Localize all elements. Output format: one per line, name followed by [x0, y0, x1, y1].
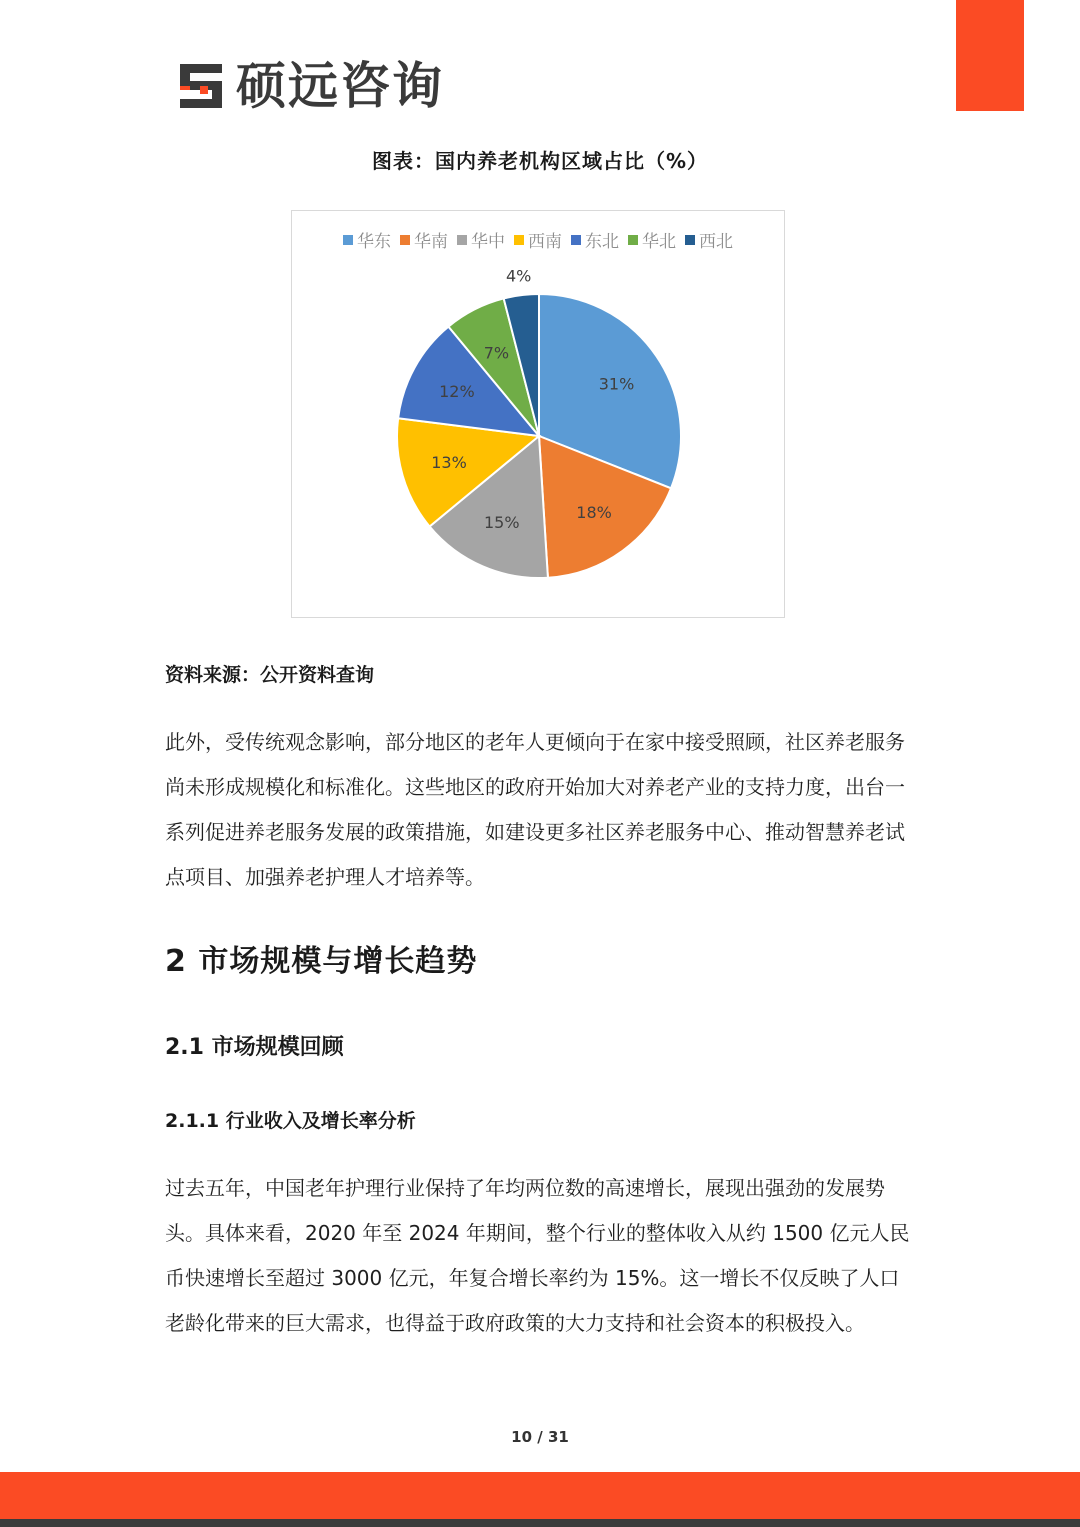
- legend-label: 华南: [414, 232, 448, 252]
- brand-name: 硕远咨询: [236, 57, 444, 115]
- legend-label: 华中: [471, 232, 505, 252]
- page-number: 10 / 31: [511, 1428, 569, 1446]
- legend-item-华南: [400, 227, 448, 252]
- legend-item-华东: [343, 227, 391, 252]
- legend-item-西南: [514, 227, 562, 252]
- subsection-heading: 2.1 市场规模回顾: [165, 1035, 344, 1060]
- pie-label-西北: 4%: [506, 266, 532, 286]
- brand-s-logo-icon: [176, 60, 228, 112]
- figure-source: 资料来源：公开资料查询: [165, 664, 375, 686]
- legend-swatch: [400, 235, 410, 245]
- legend-label: 东北: [585, 232, 619, 252]
- legend-swatch: [571, 235, 581, 245]
- legend-label: 华东: [357, 232, 391, 252]
- legend-item-华北: [628, 227, 676, 252]
- pie-label-西南: 13%: [431, 453, 467, 473]
- brand-logo: [176, 58, 444, 114]
- pie-chart-svg: [292, 211, 786, 619]
- chart-legend: [292, 227, 784, 252]
- pie-label-华东: 31%: [598, 374, 635, 394]
- legend-item-华中: [457, 227, 505, 252]
- legend-swatch: [685, 235, 695, 245]
- pie-label-华中: 15%: [483, 513, 520, 533]
- legend-swatch: [628, 235, 638, 245]
- chart-title: 图表：国内养老机构区域占比（%）: [371, 149, 709, 173]
- legend-label: 华北: [642, 232, 676, 252]
- legend-swatch: [343, 235, 353, 245]
- pie-label-华北: 7%: [483, 343, 510, 363]
- section-heading: 2 市场规模与增长趋势: [165, 944, 478, 979]
- legend-item-西北: [685, 227, 733, 252]
- pie-chart: [291, 210, 785, 618]
- pie-label-华南: 18%: [576, 502, 612, 522]
- legend-swatch: [514, 235, 524, 245]
- legend-swatch: [457, 235, 467, 245]
- top-accent-bar: [956, 0, 1024, 111]
- paragraph: 此外，受传统观念影响，部分地区的老年人更倾向于在家中接受照顾，社区养老服务尚未形成规模化和标准化。这些地区的政府开始加大对养老产业的支持力度，出台一系列促进养老服务发展的政策措施，如建设更多社区养老服务中心、推动智慧养老试点项目、加强养老护理人才培养等。: [165, 730, 905, 889]
- footer-edge: [0, 1519, 1080, 1527]
- pie-label-东北: 12%: [439, 381, 475, 401]
- legend-label: 西北: [699, 232, 733, 252]
- paragraph: 过去五年，中国老年护理行业保持了年均两位数的高速增长，展现出强劲的发展势头。具体来看，2020 年至 2024 年期间，整个行业的整体收入从约 1500 亿元人民币快速增长至超过 3000 亿元，年复合增长率约为 15%。这一增长不仅反映了人口老龄化带来的巨大需求，也得益于政府政策的大力支持和社会资本的积极投入。: [165, 1176, 910, 1335]
- legend-item-东北: [571, 227, 619, 252]
- footer-accent-bar: [0, 1472, 1080, 1519]
- subsubsection-heading: 2.1.1 行业收入及增长率分析: [165, 1110, 416, 1132]
- legend-label: 西南: [528, 232, 562, 252]
